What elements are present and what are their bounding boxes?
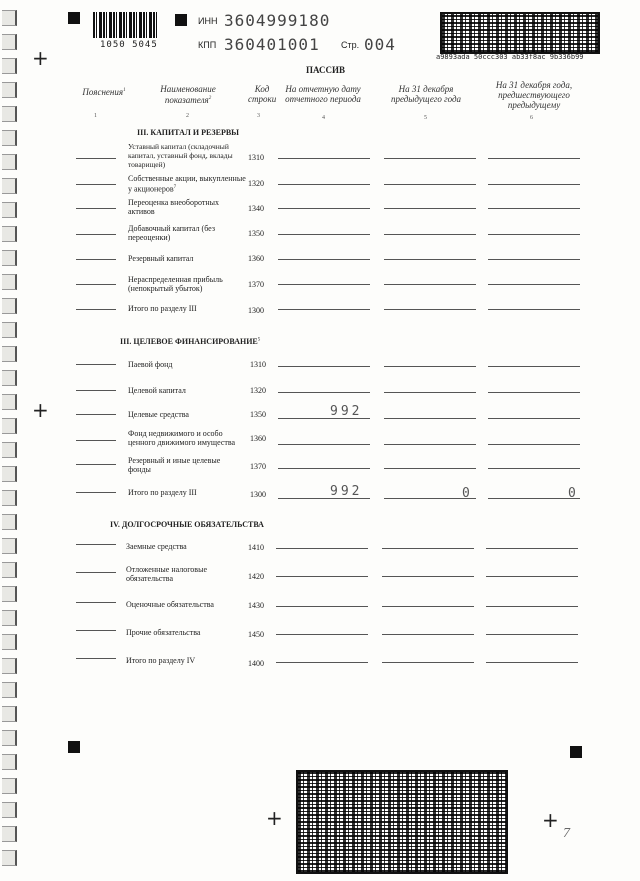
value-line bbox=[384, 234, 476, 235]
notes-line bbox=[76, 544, 116, 545]
value-line bbox=[486, 634, 578, 635]
value-line bbox=[278, 498, 370, 499]
2d-barcode bbox=[440, 12, 600, 54]
row-code: 1320 bbox=[250, 386, 266, 395]
value-line bbox=[488, 366, 580, 367]
value-line bbox=[384, 498, 476, 499]
value-line bbox=[488, 418, 580, 419]
value-line bbox=[278, 444, 370, 445]
row-code: 1350 bbox=[248, 229, 264, 238]
col-number: 2 bbox=[186, 113, 189, 119]
value-line bbox=[384, 259, 476, 260]
value-line bbox=[488, 234, 580, 235]
row-code: 1360 bbox=[250, 434, 266, 443]
value-line bbox=[278, 208, 370, 209]
col-header-code: Код строки bbox=[248, 84, 277, 104]
value-line bbox=[384, 184, 476, 185]
notes-line bbox=[76, 309, 116, 310]
value-line bbox=[384, 309, 476, 310]
row-code: 1310 bbox=[248, 153, 264, 162]
value-line bbox=[488, 468, 580, 469]
registration-mark-top-mid bbox=[175, 14, 187, 26]
value-line bbox=[276, 576, 368, 577]
notes-line bbox=[76, 208, 116, 209]
row-label: Уставный капитал (складочный капитал, уставный фонд, вклады товарищей) bbox=[128, 142, 233, 169]
value-line bbox=[278, 234, 370, 235]
col-number: 4 bbox=[322, 115, 325, 121]
row-label: Заемные средства bbox=[126, 542, 187, 551]
row-label: Итого по разделу IV bbox=[126, 656, 196, 665]
value-prev-year: 0 bbox=[462, 486, 473, 501]
col-header-current: На отчетную дату отчетного периода bbox=[285, 84, 361, 104]
col-number: 3 bbox=[257, 113, 260, 119]
notes-line bbox=[76, 184, 116, 185]
row-code: 1370 bbox=[250, 462, 266, 471]
section-title: III. ЦЕЛЕВОЕ ФИНАНСИРОВАНИЕ$^5$ bbox=[120, 337, 261, 346]
row-label: Паевой фонд bbox=[128, 360, 173, 369]
value-line bbox=[384, 468, 476, 469]
col-header-notes: Пояснения$^1$ bbox=[82, 87, 126, 97]
value-line bbox=[276, 548, 368, 549]
notes-line bbox=[76, 259, 116, 260]
row-code: 1350 bbox=[250, 410, 266, 419]
notes-line bbox=[76, 492, 116, 493]
value-line bbox=[384, 158, 476, 159]
notes-line bbox=[76, 284, 116, 285]
value-line bbox=[488, 158, 580, 159]
value-line bbox=[276, 634, 368, 635]
value-line bbox=[278, 158, 370, 159]
crosshair-icon: + bbox=[32, 46, 49, 70]
col-header-name: Наименование показателя$^2$ bbox=[160, 84, 216, 105]
crosshair-icon: + bbox=[32, 398, 49, 422]
notes-line bbox=[76, 572, 116, 573]
row-label: Резервный капитал bbox=[128, 254, 194, 263]
col-header-prev-year: На 31 декабря предыдущего года bbox=[390, 84, 462, 104]
section-title: III. КАПИТАЛ И РЕЗЕРВЫ bbox=[137, 128, 240, 137]
inn-value: 3604999180 bbox=[224, 11, 331, 30]
value-line bbox=[486, 606, 578, 607]
row-label: Собственные акции, выкупленные у акционеров$^7$ bbox=[128, 174, 246, 194]
binder-edge bbox=[0, 0, 20, 881]
row-label: Оценочные обязательства bbox=[126, 600, 214, 609]
crosshair-icon: + bbox=[266, 806, 283, 830]
col-number: 6 bbox=[530, 115, 533, 121]
value-line bbox=[276, 662, 368, 663]
value-line bbox=[278, 259, 370, 260]
value-line bbox=[486, 548, 578, 549]
value-line bbox=[382, 576, 474, 577]
row-label: Целевые средства bbox=[128, 410, 189, 419]
value-line bbox=[276, 606, 368, 607]
kpp-label: КПП bbox=[198, 40, 217, 50]
value-line bbox=[486, 576, 578, 577]
notes-line bbox=[76, 630, 116, 631]
notes-line bbox=[76, 390, 116, 391]
value-line bbox=[278, 284, 370, 285]
page-title: ПАССИВ bbox=[306, 65, 346, 75]
row-label: Итого по разделу III bbox=[128, 304, 197, 313]
value-line bbox=[384, 366, 476, 367]
row-code: 1430 bbox=[248, 601, 264, 610]
row-code: 1320 bbox=[248, 179, 264, 188]
col-header-prev-prev-year: На 31 декабря года, предшествующего предыдущему bbox=[495, 80, 573, 110]
row-label: Переоценка внеоборотных активов bbox=[128, 198, 220, 216]
registration-mark-top-left bbox=[68, 12, 80, 24]
value-current: 992 bbox=[330, 484, 363, 499]
value-current: 992 bbox=[330, 404, 363, 419]
value-line bbox=[382, 634, 474, 635]
inn-label: ИНН bbox=[198, 16, 218, 26]
value-line bbox=[278, 184, 370, 185]
value-line bbox=[488, 184, 580, 185]
registration-mark-bottom-left bbox=[68, 741, 80, 753]
notes-line bbox=[76, 364, 116, 365]
value-line bbox=[278, 366, 370, 367]
value-line bbox=[384, 284, 476, 285]
page-value: 004 bbox=[364, 35, 396, 54]
row-label: Целевой капитал bbox=[128, 386, 186, 395]
notes-line bbox=[76, 440, 116, 441]
value-prev-prev-year: 0 bbox=[568, 486, 579, 501]
value-line bbox=[384, 392, 476, 393]
notes-line bbox=[76, 414, 116, 415]
value-line bbox=[488, 284, 580, 285]
notes-line bbox=[76, 464, 116, 465]
page-label: Стр. bbox=[341, 40, 360, 50]
row-code: 1450 bbox=[248, 630, 264, 639]
value-line bbox=[488, 259, 580, 260]
value-line bbox=[382, 662, 474, 663]
value-line bbox=[382, 548, 474, 549]
row-label: Отложенные налоговые обязательства bbox=[126, 565, 208, 583]
row-code: 1420 bbox=[248, 572, 264, 581]
row-code: 1400 bbox=[248, 659, 264, 668]
row-code: 1340 bbox=[248, 204, 264, 213]
2d-barcode bbox=[296, 770, 508, 874]
value-line bbox=[278, 392, 370, 393]
value-line bbox=[278, 418, 370, 419]
value-line bbox=[384, 418, 476, 419]
registration-mark-bottom-right bbox=[570, 746, 582, 758]
value-line bbox=[488, 498, 580, 499]
handwritten-mark: 7 bbox=[563, 826, 570, 841]
value-line bbox=[384, 444, 476, 445]
row-label: Итого по разделу III bbox=[128, 488, 197, 497]
row-label: Добавочный капитал (без переоценки) bbox=[128, 224, 215, 242]
notes-line bbox=[76, 158, 116, 159]
section-title: IV. ДОЛГОСРОЧНЫЕ ОБЯЗАТЕЛЬСТВА bbox=[110, 520, 264, 529]
kpp-value: 360401001 bbox=[224, 35, 320, 54]
notes-line bbox=[76, 234, 116, 235]
row-label: Резервный и иные целевые фонды bbox=[128, 456, 221, 474]
value-line bbox=[488, 392, 580, 393]
value-line bbox=[488, 444, 580, 445]
value-line bbox=[278, 468, 370, 469]
row-code: 1300 bbox=[248, 306, 264, 315]
crosshair-icon: + bbox=[542, 808, 559, 832]
barcode-number: 1050 5045 bbox=[100, 40, 158, 50]
value-line bbox=[384, 208, 476, 209]
notes-line bbox=[76, 602, 116, 603]
value-line bbox=[278, 309, 370, 310]
value-line bbox=[486, 662, 578, 663]
row-code: 1410 bbox=[248, 543, 264, 552]
row-code: 1300 bbox=[250, 490, 266, 499]
document-hash: a9893ada 50ccc303 ab33f8ac 9b336b99 bbox=[436, 53, 584, 61]
col-number: 5 bbox=[424, 115, 427, 121]
value-line bbox=[488, 208, 580, 209]
linear-barcode bbox=[93, 12, 159, 38]
value-line bbox=[488, 309, 580, 310]
value-line bbox=[382, 606, 474, 607]
row-code: 1360 bbox=[248, 254, 264, 263]
row-code: 1370 bbox=[248, 280, 264, 289]
notes-line bbox=[76, 658, 116, 659]
row-code: 1310 bbox=[250, 360, 266, 369]
row-label: Прочие обязательства bbox=[126, 628, 201, 637]
row-label: Нераспределенная прибыль (непокрытый убыток) bbox=[128, 275, 223, 293]
row-label: Фонд недвижимого и особо ценного движимого имущества bbox=[128, 429, 236, 447]
col-number: 1 bbox=[94, 113, 97, 119]
